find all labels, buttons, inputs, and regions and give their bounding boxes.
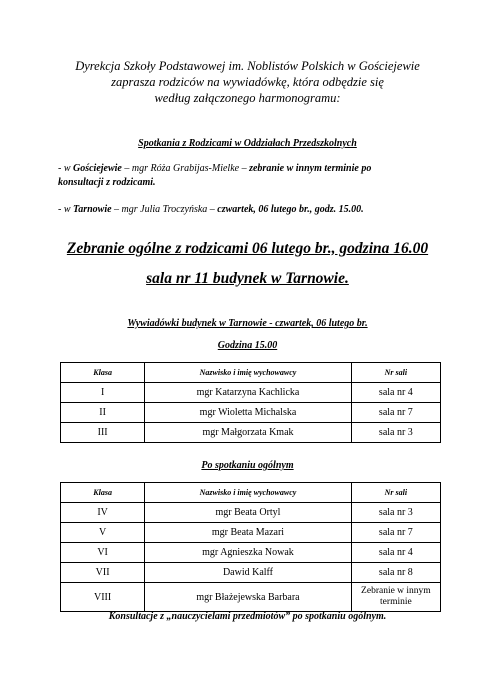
intro-text [40,58,455,106]
cell-teacher: mgr Małgorzata Kmak [145,423,352,443]
header-klasa: Klasa [61,363,145,383]
tarnow-title: Wywiadówki budynek w Tarnowie - czwartek, 06 lutego br. [127,318,368,329]
cell-class: II [61,403,145,423]
cell-teacher: Dawid Kalff [145,563,352,583]
intro-line-2: zaprasza rodziców na wywiadówkę, która odbędzie się [111,75,384,89]
cell-class: VII [61,563,145,583]
consultation-note: Konsultacje z „nauczycielami przedmiotów” po spotkaniu ogólnym. [108,611,387,622]
cell-class: IV [61,503,145,523]
cell-teacher: mgr Katarzyna Kachlicka [145,383,352,403]
tarnow-time: Godzina 15.00 [217,340,278,351]
table-row [61,383,441,403]
cell-teacher: mgr Wioletta Michalska [145,403,352,423]
general-meeting-line-1: Zebranie ogólne z rodzicami 06 lutego br., godzina 16.00 [66,240,429,257]
cell-class: VI [61,543,145,563]
intro-line-1: Dyrekcja Szkoły Podstawowej im. Noblistów Polskich w Gościejewie [75,59,420,73]
place-tarnowo: Tarnowie [73,204,112,215]
intro-line-3: według załączonego harmonogramu: [154,91,341,105]
cell-room: sala nr 7 [351,523,440,543]
table-row [61,523,441,543]
header-wychowawca: Nazwisko i imię wychowawcy [145,483,352,503]
table-row [61,583,441,612]
preschool-line-gosciejewo: - w Gościejewie – mgr Róża Grabijas-Mielke – zebranie w innym terminie po konsultacji z rodzicami. [58,163,372,188]
cell-class: I [61,383,145,403]
header-nr-sali: Nr sali [351,483,440,503]
cell-room: Zebranie w innym terminie [351,583,440,612]
cell-class: III [61,423,145,443]
table-row [61,563,441,583]
header-nr-sali: Nr sali [351,363,440,383]
place-gosciejewo: Gościejewie [73,163,122,174]
cell-teacher: mgr Agnieszka Nowak [145,543,352,563]
cell-class: V [61,523,145,543]
cell-room: sala nr 3 [351,503,440,523]
general-meeting-line-2: sala nr 11 budynek w Tarnowie. [146,270,349,287]
cell-teacher: mgr Beata Mazari [145,523,352,543]
cell-room: sala nr 4 [351,543,440,563]
cell-room: sala nr 8 [351,563,440,583]
preschool-title: Spotkania z Rodzicami w Oddziałach Przedszkolnych [138,138,357,149]
table-row [61,543,441,563]
cell-room: sala nr 7 [351,403,440,423]
table-row [61,503,441,523]
header-wychowawca: Nazwisko i imię wychowawcy [145,363,352,383]
header-klasa: Klasa [61,483,145,503]
after-meeting-title: Po spotkaniu ogólnym [201,460,294,471]
table-row [61,423,441,443]
cell-room: sala nr 3 [351,423,440,443]
schedule-table-2 [60,482,441,612]
cell-room: sala nr 4 [351,383,440,403]
schedule-table-1 [60,362,441,443]
cell-class: VIII [61,583,145,612]
table-header-row [61,363,441,383]
cell-teacher: mgr Beata Ortyl [145,503,352,523]
preschool-line-tarnowo: - w Tarnowie – mgr Julia Troczyńska – czwartek, 06 lutego br., godz. 15.00. [58,204,364,215]
table-row [61,403,441,423]
cell-teacher: mgr Błażejewska Barbara [145,583,352,612]
table-header-row [61,483,441,503]
